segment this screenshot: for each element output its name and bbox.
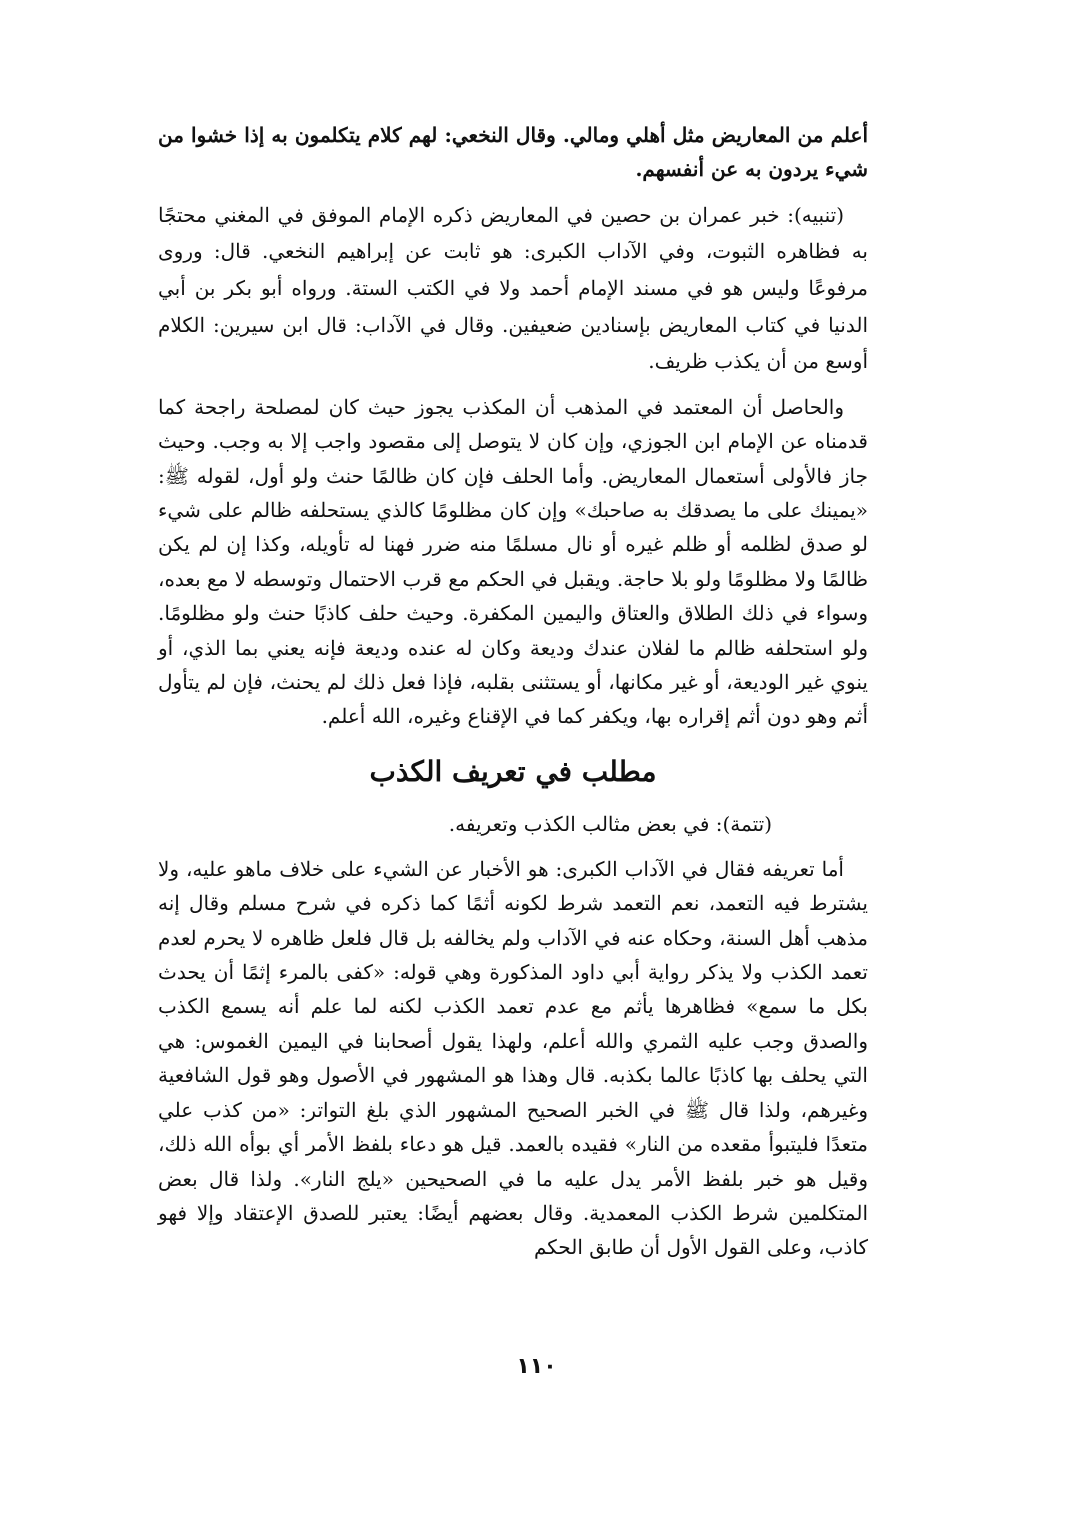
page-number: ١١٠ bbox=[516, 1354, 557, 1379]
paragraph-opening: أعلم من المعاريض مثل أهلي ومالي. وقال النخعي: لهم كلام يتكلمون به إذا خشوا من شيء يردون به عن أنفسهم. bbox=[158, 123, 868, 182]
paragraph-conclusion: والحاصل أن المعتمد في المذهب أن المكذب يجوز حيث كان لمصلحة راجحة كما قدمناه عن الإمام ابن الجوزي، وإن كان لا يتوصل إلى مقصود واجب إلا به وجب. وحيث جاز فالأولى أستعمال المعاريض. وأما الحلف فإن كان ظالمًا حنث ولو أول، لقوله ﷺ: «يمينك على ما يصدقك به صاحبك» وإن كان مظلومًا كالذي يستحلفه ظالم على شيء لو صدق لظلمه أو ظلم غيره أو نال مسلمًا منه ضرر فهنا له تأويله، وكذا إن لم يكن ظالمًا ولا مظلومًا ولو بلا حاجة. ويقبل في الحكم مع قرب الاحتمال وتوسطه لا مع بعده، وسواء في ذلك الطلاق والعتاق واليمين المكفرة. وحيث حلف كاذبًا حنث ولو مظلومًا. ولو استحلفه ظالم ما لفلان عندك وديعة وكان له عنده وديعة فإنه يعني بما الذي، أو ينوي غير الوديعة، أو غير مكانها، أو يستثنى بقلبه، فإذا فعل ذلك لم يحنث، فإن لم يتأول أثم وهو دون أثم إقراره بها، ويكفر كما في الإقناع وغيره، الله أعلم. bbox=[158, 394, 868, 729]
paragraph-notice: (تنبيه): خبر عمران بن حصين في المعاريض ذكره الإمام الموفق في المغني محتجًا به فظاهره الثبوت، وفي الآداب الكبرى: هو ثابت عن إبراهيم النخعي. قال: وروى مرفوعًا وليس هو في مسند الإمام أحمد ولا في الكتب الستة. ورواه أبو بكر بن أبي الدنيا في كتاب المعاريض بإسنادين ضعيفين. وقال في الآداب: قال ابن سيرين: الكلام أوسع من أن يكذب ظريف. bbox=[158, 202, 868, 374]
page-body bbox=[158, 118, 868, 1408]
section-heading: مطلب في تعريف الكذب bbox=[369, 754, 657, 788]
paragraph-definition: أما تعريفه فقال في الآداب الكبرى: هو الأخبار عن الشيء على خلاف ماهو عليه، ولا يشترط فيه التعمد، نعم التعمد شرط لكونه أثمًا كما ذكره في شرح مسلم وقال إنه مذهب أهل السنة، وحكاه عنه في الآداب ولم يخالفه بل قال فلعل ظاهره لا يحرم لعدم تعمد الكذب ولا يذكر رواية أبي داود المذكورة وهي قوله: «كفى بالمرء إثمًا أن يحدث بكل ما سمع» فظاهرها يأثم مع عدم تعمد الكذب لكنه لما علم أنه يسمع الكذب والصدق وجب عليه الثمري والله أعلم، ولهذا يقول أصحابنا في اليمين الغموس: هي التي يحلف بها كاذبًا عالما بكذبه. قال وهذا هو المشهور في الأصول وهو قول الشافعية وغيرهم، ولذا قال ﷺ في الخبر الصحيح المشهور الذي بلغ التواتر: «من كذب علي متعدًا فليتبوأ مقعده من النار» فقيده بالعمد. قيل هو دعاء بلفظ الأمر أي بوأه الله ذلك، وقيل هو خبر بلفظ الأمر يدل عليه ما في الصحيحين «يلج النار». ولذا قال بعض المتكلمين شرط الكذب المعمدية. وقال بعضهم أيضًا: يعتبر للصدق الإعتقاد وإلا فهو كاذب، وعلى القول الأول أن طابق الحكم bbox=[158, 856, 868, 1260]
tatimma-note: (تتمة): في بعض مثالب الكذب وتعريفه. bbox=[448, 811, 772, 836]
